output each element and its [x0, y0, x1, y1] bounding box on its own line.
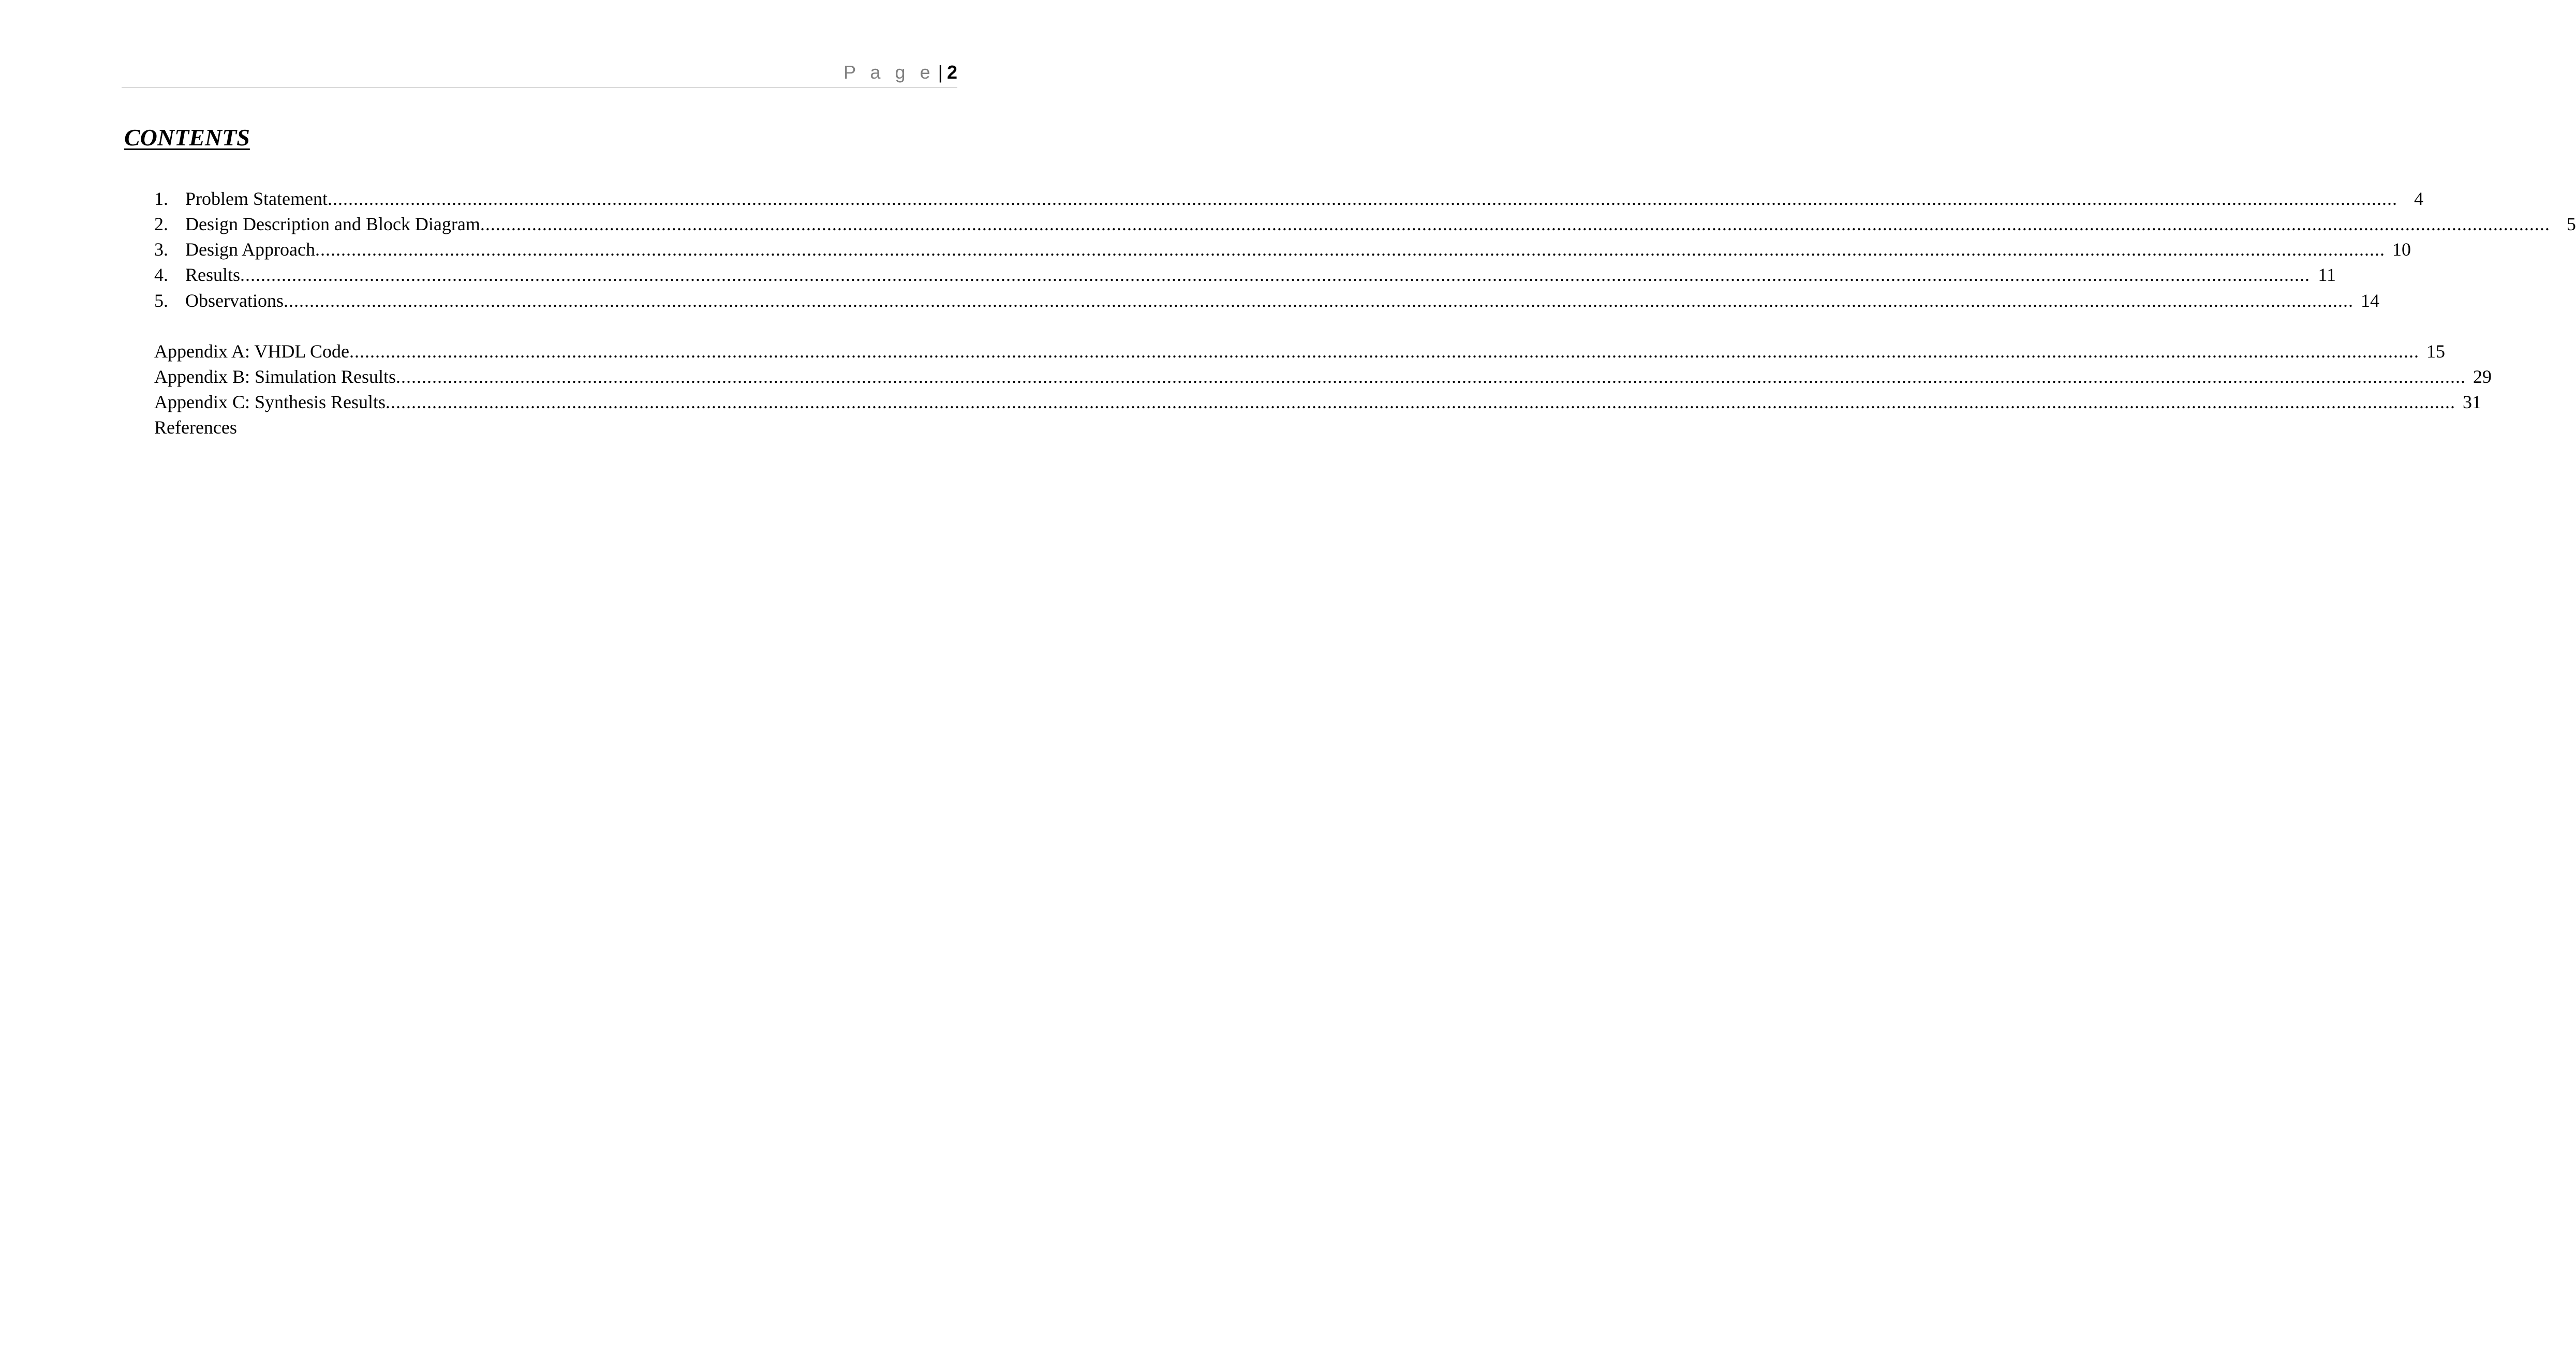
- toc-entry-page: 11: [2318, 264, 2336, 285]
- toc-entry-number: 1.: [154, 188, 168, 209]
- toc-entry-page: 15: [2426, 341, 2445, 362]
- toc-leader-dots: ................................................................................................................................................................................................................................................................................................................................................................................................................: [240, 264, 2311, 285]
- toc-entry-title: Appendix A: VHDL Code: [154, 341, 349, 362]
- page-number: 2: [946, 62, 957, 83]
- toc-leader-dots: ................................................................................................................................................................................................................................................................................................................................................................................................................: [327, 188, 2397, 209]
- toc-entry-design-approach[interactable]: [154, 237, 2411, 262]
- page-separator: |: [938, 62, 943, 83]
- toc-entry-page: 31: [2463, 392, 2482, 412]
- toc-entry-title: Design Approach: [185, 239, 315, 260]
- toc-leader-dots: ................................................................................................................................................................................................................................................................................................................................................................................................................: [480, 214, 2550, 234]
- toc-entry-appendix-a[interactable]: [154, 339, 2445, 364]
- toc-entry-page: 14: [2360, 290, 2379, 311]
- toc-entry-number: 2.: [154, 214, 168, 234]
- toc-entry-appendix-c[interactable]: [154, 390, 2482, 415]
- toc-leader-dots: ................................................................................................................................................................................................................................................................................................................................................................................................................: [315, 239, 2385, 260]
- toc-leader-dots: ................................................................................................................................................................................................................................................................................................................................................................................................................: [283, 290, 2353, 311]
- page-header: [122, 61, 957, 88]
- toc-entry-page: 10: [2392, 239, 2411, 260]
- page-word: P a g e: [843, 62, 935, 83]
- toc-entry-results[interactable]: [154, 262, 2336, 288]
- toc-entry-problem-statement[interactable]: [154, 186, 2423, 212]
- toc-entry-number: 5.: [154, 290, 168, 311]
- toc-entry-observations[interactable]: [154, 288, 2379, 314]
- toc-entry-number: 3.: [154, 239, 168, 260]
- toc-leader-dots: ................................................................................................................................................................................................................................................................................................................................................................................................................: [386, 392, 2456, 412]
- contents-title: CONTENTS: [124, 124, 250, 151]
- toc-entry-page: 29: [2473, 366, 2492, 387]
- toc-entry-references[interactable]: [154, 415, 465, 440]
- toc-entry-page: 4: [2414, 188, 2423, 209]
- toc-entry-title: Results: [185, 264, 241, 285]
- toc-entry-design-description[interactable]: [154, 212, 2576, 237]
- toc-leader-dots: ................................................................................................................................................................................................................................................................................................................................................................................................................: [396, 366, 2466, 387]
- toc-entry-title: Problem Statement: [185, 188, 328, 209]
- toc-entry-title: Design Description and Block Diagram: [185, 214, 480, 234]
- toc-entry-title: Observations: [185, 290, 284, 311]
- toc-entry-title: Appendix C: Synthesis Results: [154, 392, 386, 412]
- toc-entry-page: 5: [2566, 214, 2576, 234]
- toc-entry-number: 4.: [154, 264, 168, 285]
- toc-entry-title: References: [154, 417, 237, 438]
- toc-entry-appendix-b[interactable]: [154, 364, 2492, 390]
- page-number-label: [843, 63, 957, 82]
- toc-entry-title: Appendix B: Simulation Results: [154, 366, 396, 387]
- toc-leader-dots: ................................................................................................................................................................................................................................................................................................................................................................................................................: [349, 341, 2419, 362]
